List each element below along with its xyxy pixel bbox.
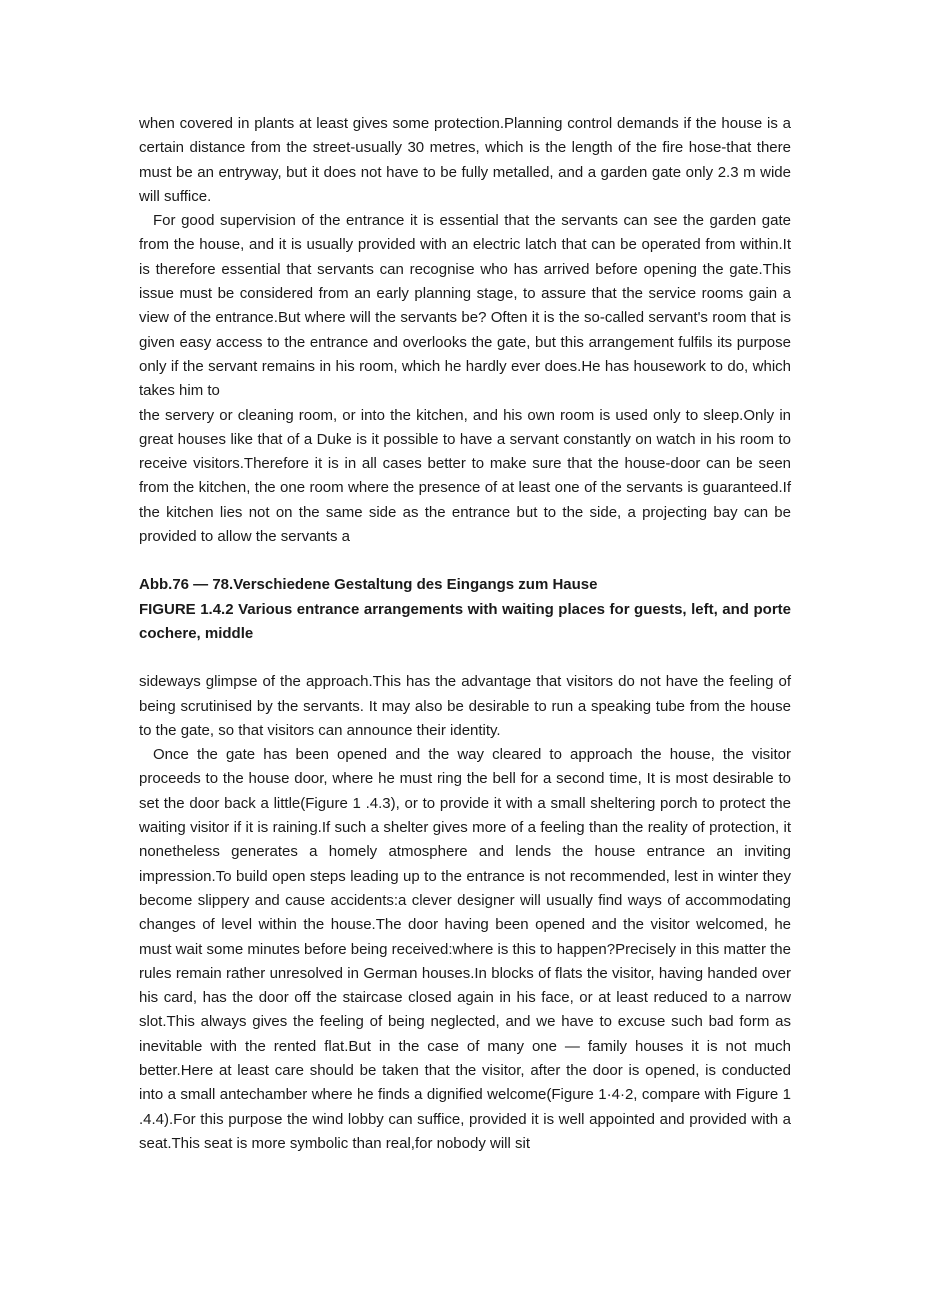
figure-caption-english: FIGURE 1.4.2 Various entrance arrangements with waiting places for guests, left, and porte cochere, middle — [139, 600, 791, 642]
body-paragraph: the servery or cleaning room, or into the kitchen, and his own room is used only to sleep.Only in great houses like that of a Duke is it possible to have a servant constantly on watch in his room to receive visitors.Therefore it is in all cases better to make sure that the house-door can be seen from the kitchen, the one room where the presence of at least one of the servants is guaranteed.If the kitchen lies not on the same side as the entrance but to the side, a projecting bay can be provided to allow the servants a — [139, 406, 791, 546]
body-paragraph: Once the gate has been opened and the way cleared to approach the house, the visitor proceeds to the house door, where he must ring the bell for a second time, It is most desirable to set the door back a little(Figure 1 .4.3), or to provide it with a small sheltering porch to protect the waiting visitor if it is raining.If such a shelter gives more of a feeling than the reality of protection, it nonetheless generates a homely atmosphere and lends the house entrance an inviting impression.To build open steps leading up to the entrance is not recommended, lest in winter they become slippery and cause accidents:a clever designer will usually find ways of accommodating changes of level within the house.The door having been opened and the visitor welcomed, he must wait some minutes before being received:where is this to happen?Precisely in this matter the rules remain rather unresolved in German houses.In blocks of flats the visitor, having handed over his card, has the door off the staircase closed again in his face, or at least reduced to a narrow slot.This always gives the feeling of being neglected, and we have to excuse such bad form as inevitable with the rented flat.But in the case of many one — family houses it is not much better.Here at least care should be taken that the visitor, after the door is opened, is conducted into a small antechamber where he finds a dignified welcome(Figure 1·4·2, compare with Figure 1 .4.4).For this purpose the wind lobby can suffice, provided it is well appointed and provided with a seat.This seat is more symbolic than real,for nobody will sit — [139, 746, 791, 1152]
body-paragraph: sideways glimpse of the approach.This has the advantage that visitors do not have the feeling of being scrutinised by the servants. It may also be desirable to run a speaking tube from the house to the gate, so that visitors can announce their identity. — [139, 673, 791, 739]
figure-caption-german: Abb.76 — 78.Verschiedene Gestaltung des Eingangs zum Hause — [139, 576, 598, 594]
body-paragraph: For good supervision of the entrance it is essential that the servants can see the garden gate from the house, and it is usually provided with an electric latch that can be operated from within.It is therefore essential that servants can recognise who has arrived before opening the gate.This issue must be considered from an early planning stage, to assure that the service rooms gain a view of the entrance.But where will the servants be? Often it is the so-called servant's room that is given easy access to the entrance and overlooks the gate, but this arrangement fulfils its purpose only if the servant remains in his room, which he hardly ever does.He has housework to do, which takes him to — [139, 212, 791, 400]
body-paragraph: when covered in plants at least gives some protection.Planning control demands if the house is a certain distance from the street-usually 30 metres, which is the length of the fire hose-that there must be an entryway, but it does not have to be fully metalled, and a garden gate only 2.3 m wide will suffice. — [139, 115, 791, 205]
figure-caption — [139, 573, 791, 646]
